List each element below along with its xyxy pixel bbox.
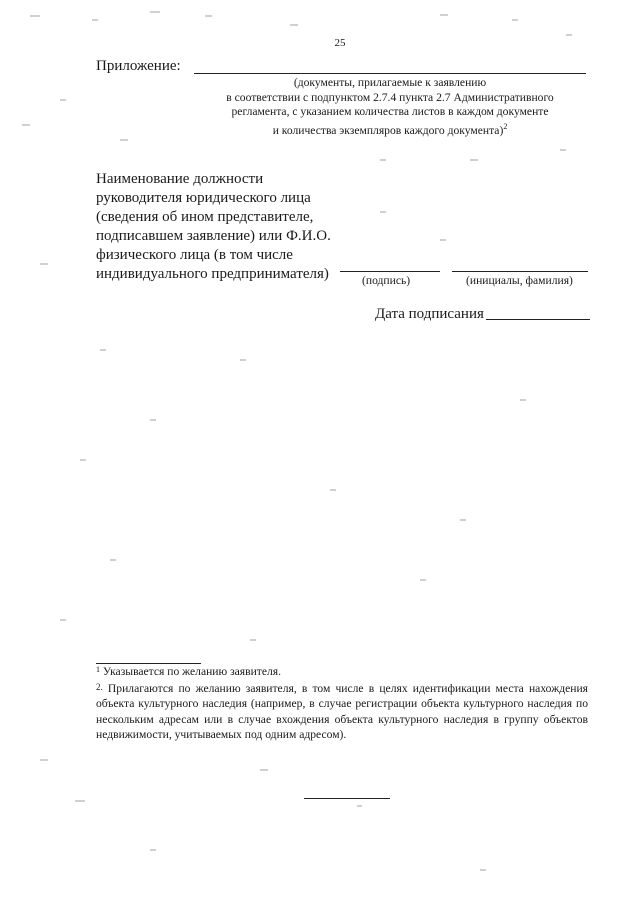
footnote-2-text: Прилагаются по желанию заявителя, в том числе в целях идентификации места нахождения объекта культурного наследия (например, в случае регистрации объекта культурного наследия по нескольким адресам или в случае вхождения объекта культурного наследия в группу объектов недвижимости, учитываемых под одним адресом). bbox=[96, 682, 588, 741]
signer-position-line: подписавшем заявление) или Ф.И.О. bbox=[96, 228, 331, 244]
signer-position-line: руководителя юридического лица bbox=[96, 190, 311, 206]
signer-position-line: (сведения об ином представителе, bbox=[96, 209, 314, 225]
signature-caption: (подпись) bbox=[362, 274, 411, 287]
appendix-note-line: регламента, с указанием количества листов в каждом документе bbox=[231, 105, 549, 119]
sign-date-label: Дата подписания bbox=[375, 306, 484, 322]
signer-position-line: Наименование должности bbox=[96, 171, 264, 187]
signer-position-line: физического лица (в том числе bbox=[96, 247, 293, 263]
footnote-2-marker: 2. bbox=[96, 682, 103, 692]
signer-position-line: индивидуального предпринимателя) bbox=[96, 266, 329, 282]
name-caption: (инициалы, фамилия) bbox=[466, 274, 573, 287]
footnote-1-text: Указывается по желанию заявителя. bbox=[102, 665, 282, 678]
page-number: 25 bbox=[334, 37, 346, 49]
appendix-label: Приложение: bbox=[96, 58, 181, 74]
footnote-1-marker: 1 bbox=[96, 665, 100, 674]
appendix-note-line: (документы, прилагаемые к заявлению bbox=[293, 76, 487, 89]
footnote-marker: 2 bbox=[503, 121, 508, 131]
appendix-note-line-text: и количества экземпляров каждого документа) bbox=[272, 123, 504, 137]
appendix-note-line: в соответствии с подпунктом 2.7.4 пункта 2.7 Административного bbox=[226, 90, 554, 104]
